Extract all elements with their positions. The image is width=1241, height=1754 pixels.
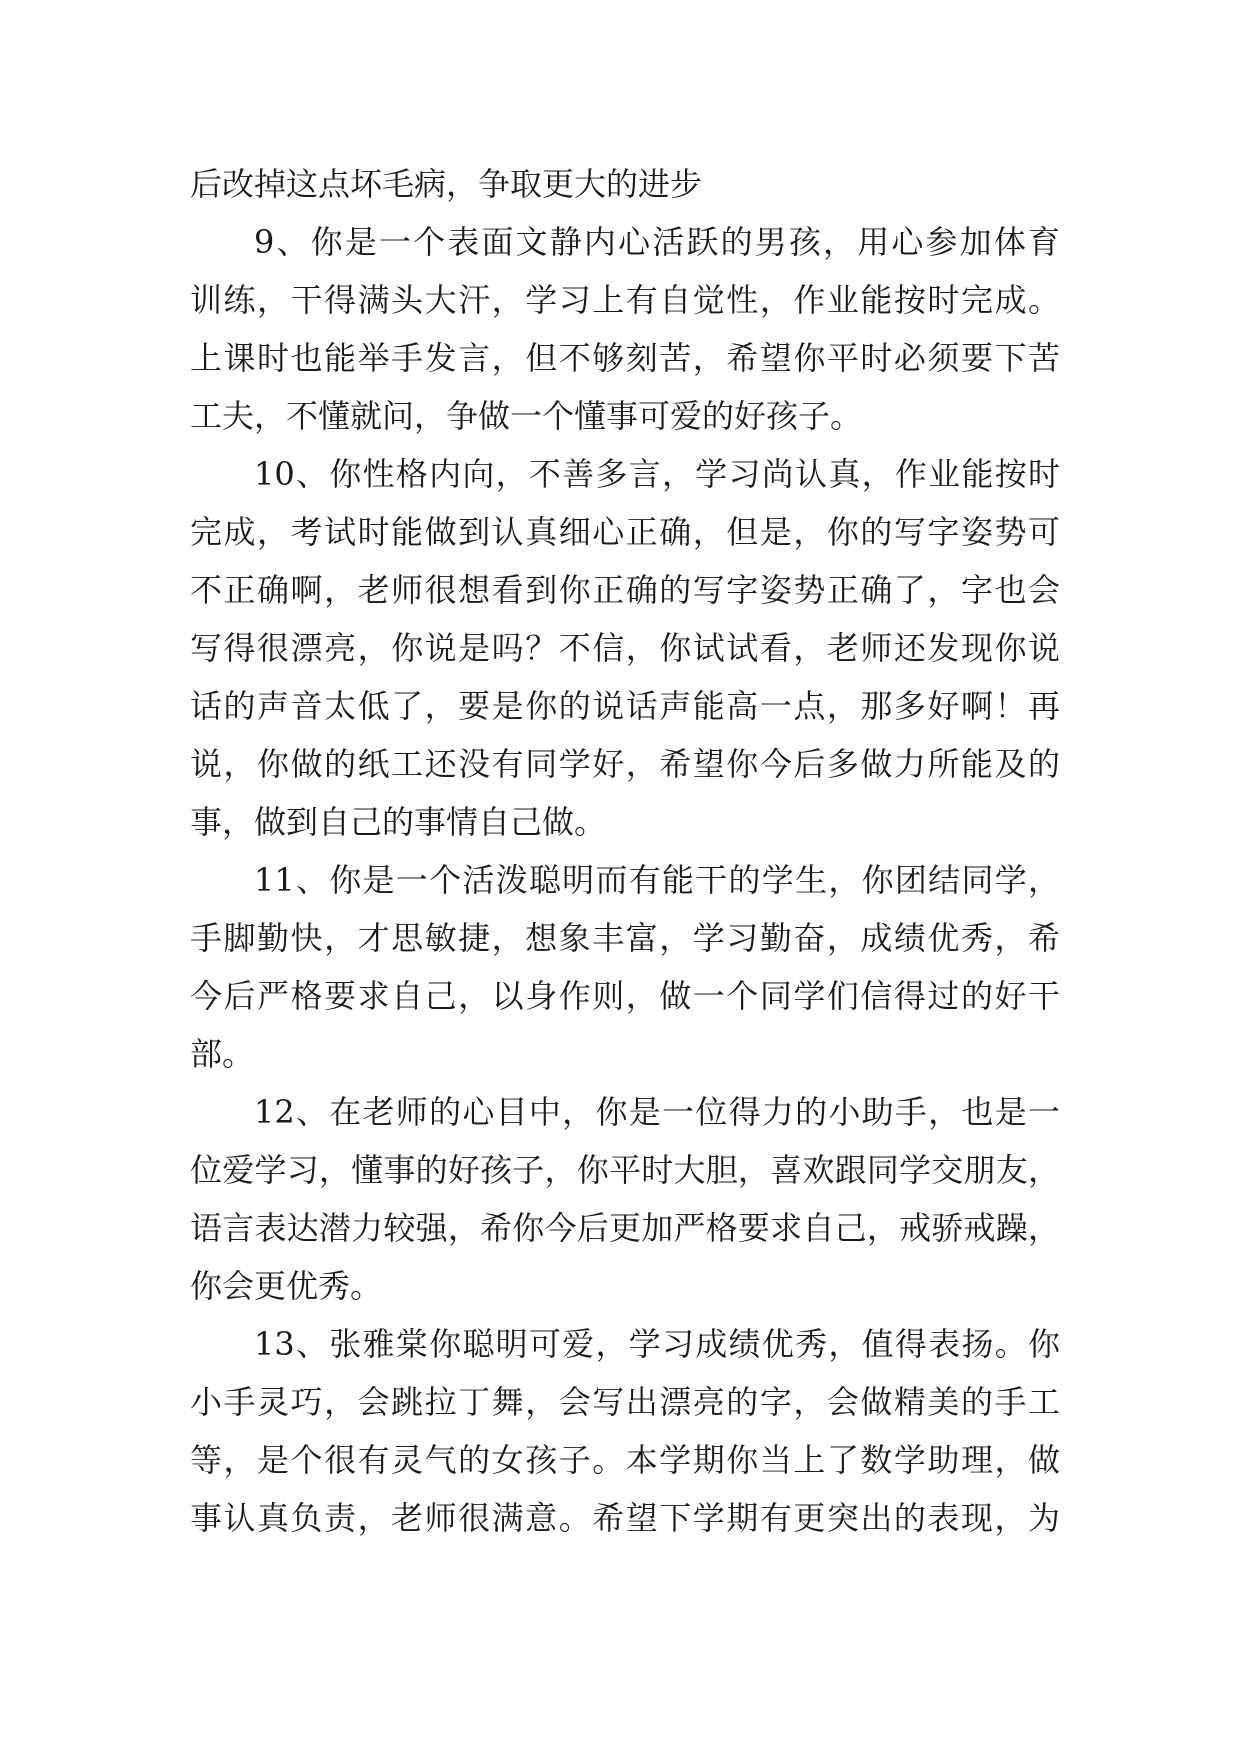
text-line: 说，你做的纸工还没有同学好，希望你今后多做力所能及的 [190, 745, 1060, 783]
text-line: 你会更优秀。 [190, 1267, 383, 1305]
paragraph [190, 155, 1060, 213]
paragraph [190, 445, 1060, 851]
text-line: 事认真负责，老师很满意。希望下学期有更突出的表现，为 [190, 1499, 1060, 1537]
text-line: 11、你是一个活泼聪明而有能干的学生，你团结同学， [254, 861, 1060, 899]
text-line: 完成，考试时能做到认真细心正确，但是，你的写字姿势可 [190, 513, 1060, 551]
text-line: 12、在老师的心目中，你是一位得力的小助手，也是一 [254, 1093, 1060, 1131]
paragraph [190, 1315, 1060, 1547]
text-line: 话的声音太低了，要是你的说话声能高一点，那多好啊！再 [190, 687, 1060, 725]
text-line: 13、张雅棠你聪明可爱，学习成绩优秀，值得表扬。你 [254, 1325, 1060, 1363]
text-line: 10、你性格内向，不善多言，学习尚认真，作业能按时 [254, 455, 1060, 493]
text-line: 上课时也能举手发言，但不够刻苦，希望你平时必须要下苦 [190, 339, 1060, 377]
paragraph [190, 213, 1060, 445]
text-line: 后改掉这点坏毛病，争取更大的进步 [190, 165, 703, 203]
document-body [190, 155, 1060, 1547]
text-line: 语言表达潜力较强，希你今后更加严格要求自己，戒骄戒躁， [190, 1209, 1060, 1247]
text-line: 9、你是一个表面文静内心活跃的男孩，用心参加体育 [254, 223, 1060, 261]
text-line: 等，是个很有灵气的女孩子。本学期你当上了数学助理，做 [190, 1441, 1060, 1479]
text-line: 事，做到自己的事情自己做。 [190, 803, 607, 841]
text-line: 训练，干得满头大汗，学习上有自觉性，作业能按时完成。 [190, 281, 1060, 319]
paragraph [190, 851, 1060, 1083]
text-line: 部。 [190, 1035, 255, 1073]
paragraph [190, 1083, 1060, 1315]
text-line: 写得很漂亮，你说是吗？不信，你试试看，老师还发现你说 [190, 629, 1060, 667]
text-line: 不正确啊，老师很想看到你正确的写字姿势正确了，字也会 [190, 571, 1060, 609]
text-line: 位爱学习，懂事的好孩子，你平时大胆，喜欢跟同学交朋友， [190, 1151, 1060, 1189]
text-line: 今后严格要求自己，以身作则，做一个同学们信得过的好干 [190, 977, 1060, 1015]
text-line: 手脚勤快，才思敏捷，想象丰富，学习勤奋，成绩优秀，希 [190, 919, 1060, 957]
text-line: 小手灵巧，会跳拉丁舞，会写出漂亮的字，会做精美的手工 [190, 1383, 1060, 1421]
text-line: 工夫，不懂就问，争做一个懂事可爱的好孩子。 [190, 397, 863, 435]
